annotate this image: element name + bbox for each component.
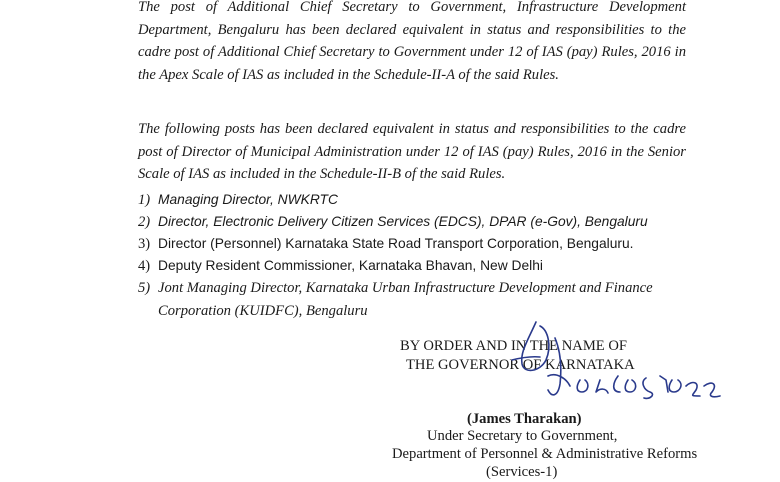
signatory-name: (James Tharakan)	[467, 411, 582, 427]
list-item-text: Director, Electronic Delivery Citizen Services (EDCS), DPAR (e-Gov), Bengaluru	[158, 214, 648, 229]
list-item-text: Deputy Resident Commissioner, Karnataka Bhavan, New Delhi	[158, 258, 543, 273]
list-item-number: 4)	[138, 258, 151, 274]
designation-line-1: Under Secretary to Government,	[427, 428, 618, 444]
list-item-text: Jont Managing Director, Karnataka Urban Infrastructure Development and Finance Corporation (KUIDFC), Bengaluru	[158, 280, 653, 319]
order-line-1: BY ORDER AND IN THE NAME OF	[400, 338, 628, 354]
list-item-text: Managing Director, NWKRTC	[158, 192, 338, 207]
list-item	[138, 233, 698, 256]
list-item-number: 1)	[138, 192, 151, 208]
list-item-number: 2)	[138, 214, 151, 230]
list-item-number: 5)	[138, 280, 151, 296]
order-line-2: THE GOVERNOR OF KARNATAKA	[406, 357, 635, 373]
list-item	[138, 255, 698, 278]
list-item-text: Director (Personnel) Karnataka State Road Transport Corporation, Bengaluru.	[158, 236, 634, 251]
designation-line-2: Department of Personnel & Administrative Reforms	[392, 446, 698, 462]
list-item	[138, 211, 698, 234]
paragraph-dma-equivalence: The following posts has been declared equivalent in status and responsibilities to the cadre post of Director of Municipal Administration under 12 of IAS (pay) Rules, 2016 in the Senior Scale of IAS as included in the Schedule-II-B of the said Rules.	[138, 121, 686, 183]
list-item	[138, 189, 698, 212]
list-item-number: 3)	[138, 236, 151, 252]
list-item	[138, 277, 698, 319]
paragraph-acs-equivalence: The post of Additional Chief Secretary to Government, Infrastructure Development Department, Bengaluru has been declared equivalent in status and responsibilities to the cadre post of Additional Chief Secretary to Government under 12 of IAS (pay) Rules, 2016 in the Apex Scale of IAS as included in the Schedule-II-A of the said Rules.	[138, 0, 686, 83]
designation-line-3: (Services-1)	[486, 464, 558, 480]
